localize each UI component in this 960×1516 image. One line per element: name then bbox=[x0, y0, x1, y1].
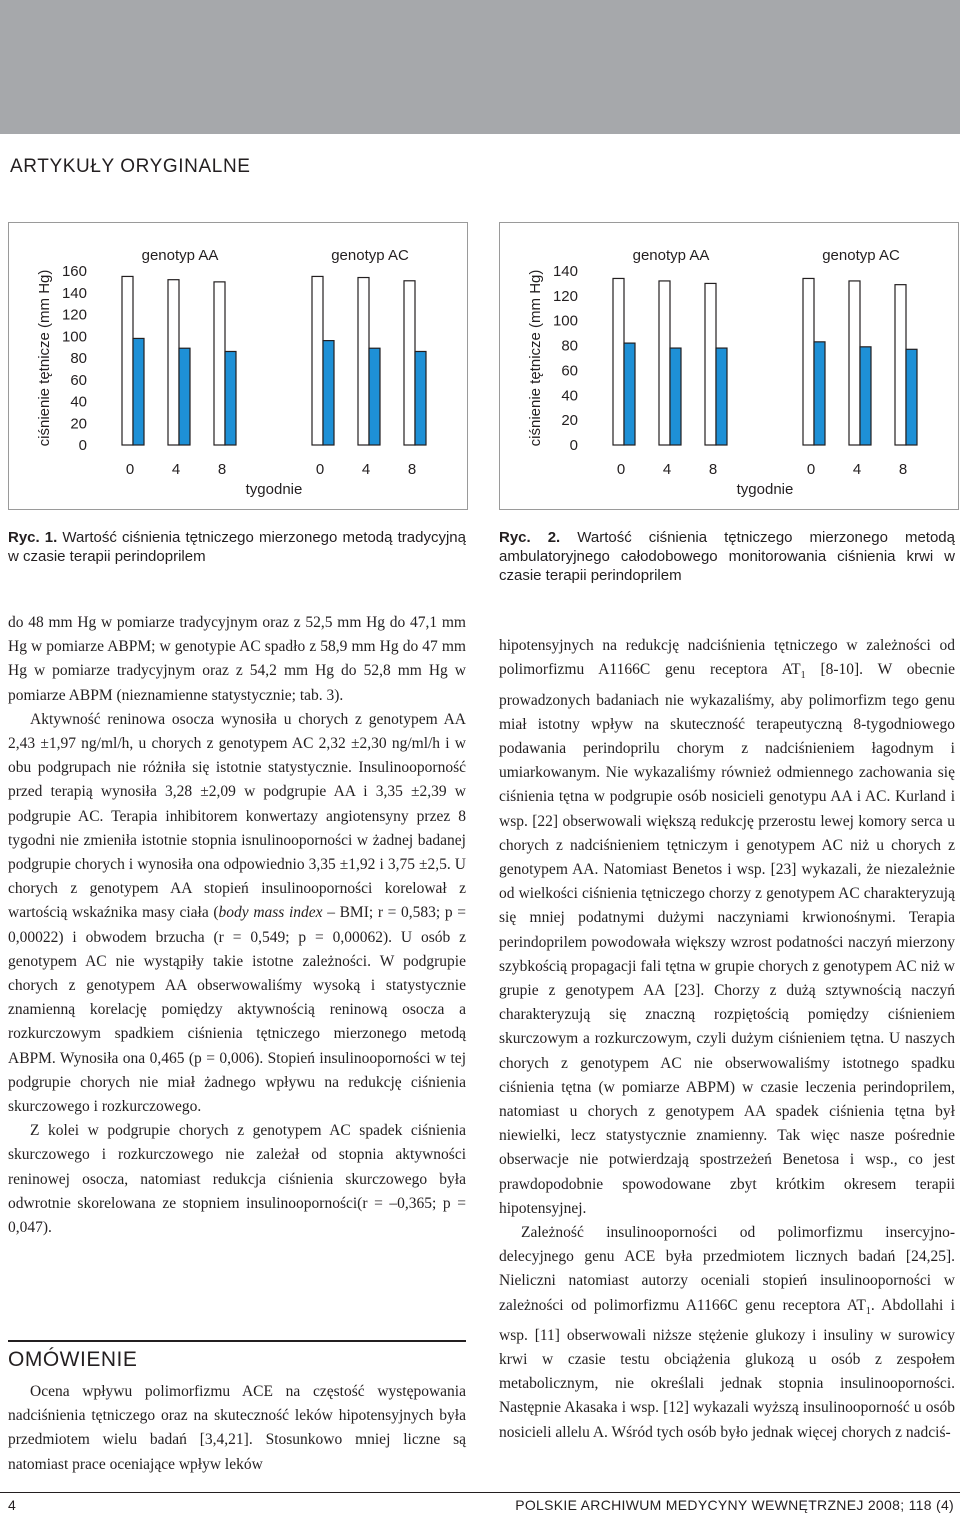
bar-outline bbox=[168, 280, 179, 445]
y-tick-label: 140 bbox=[552, 263, 578, 280]
figure-2-caption bbox=[499, 528, 955, 585]
figure-1-caption-label: Ryc. 1. bbox=[8, 529, 58, 546]
x-tick-label: 0 bbox=[315, 461, 325, 478]
y-tick-label: 60 bbox=[561, 362, 578, 380]
y-tick-label: 0 bbox=[78, 437, 87, 454]
bar-outline bbox=[659, 281, 670, 445]
bar-outline bbox=[705, 283, 716, 445]
bar-filled bbox=[906, 349, 917, 445]
x-tick-label: 0 bbox=[806, 461, 816, 478]
y-tick-label: 0 bbox=[569, 437, 578, 454]
paragraph-text: hipotensyjnych na redukcję nadciśnienia tętniczego w zależności od polimorfizmu A1166C genu receptora AT bbox=[499, 637, 955, 679]
journal-title: POLSKIE ARCHIWUM MEDYCYNY WEWNĘTRZNEJ 2008; 118 (4) bbox=[515, 1497, 954, 1513]
page-number: 4 bbox=[8, 1497, 16, 1513]
paragraph-italic: body mass index bbox=[218, 904, 323, 922]
bar-outline bbox=[895, 285, 906, 445]
header-gray-band bbox=[0, 0, 960, 134]
x-tick-label: 8 bbox=[217, 461, 227, 478]
y-tick-label: 20 bbox=[561, 412, 578, 430]
y-tick-label: 20 bbox=[70, 415, 87, 433]
bar-outline bbox=[849, 281, 860, 445]
x-axis-label: tygodnie bbox=[245, 481, 303, 498]
section-header: ARTYKUŁY ORYGINALNE bbox=[10, 156, 251, 177]
bar-filled bbox=[415, 351, 426, 445]
discussion-column bbox=[8, 1380, 466, 1477]
bar-filled bbox=[225, 351, 236, 445]
bar-filled bbox=[624, 343, 635, 445]
paragraph-text: Zależność insulinooporności od polimorfizmu insercyjno-delecyjnego genu ACE była przedmiotem licznych badań [24,25]. Nieliczni natomiast autorzy oceniali stopień insulinooporności w zależności od polimorfizmu A1166C genu receptora AT bbox=[499, 1223, 955, 1314]
y-tick-label: 120 bbox=[61, 306, 87, 324]
x-tick-label: 0 bbox=[616, 461, 626, 478]
paragraph bbox=[499, 1221, 955, 1445]
y-tick-label: 40 bbox=[561, 387, 578, 405]
y-axis-label: ciśnienie tętnicze (mm Hg) bbox=[36, 269, 53, 447]
bar-filled bbox=[179, 348, 190, 445]
bar-outline bbox=[312, 276, 323, 445]
y-axis-label: ciśnienie tętnicze (mm Hg) bbox=[527, 269, 544, 447]
bar-filled bbox=[133, 338, 144, 445]
x-axis-label: tygodnie bbox=[736, 481, 794, 498]
bar-outline bbox=[613, 278, 624, 445]
figure-1-caption bbox=[8, 528, 466, 566]
paragraph: Ocena wpływu polimorfizmu ACE na częstość występowania nadciśnienia tętniczego oraz na skuteczność leków hipotensyjnych była przedmiotem wielu badań [3,4,21]. Stosunkowo mniej liczne są natomiast prace oceniające wpływ leków bbox=[8, 1383, 466, 1473]
x-tick-label: 4 bbox=[361, 461, 371, 478]
x-tick-label: 4 bbox=[171, 461, 181, 478]
left-column bbox=[8, 611, 466, 1240]
x-tick-label: 4 bbox=[852, 461, 862, 478]
x-tick-label: 8 bbox=[708, 461, 718, 478]
bar-filled bbox=[716, 348, 727, 445]
y-tick-label: 140 bbox=[61, 284, 87, 302]
y-tick-label: 80 bbox=[70, 350, 87, 367]
y-tick-label: 120 bbox=[552, 287, 578, 305]
paragraph bbox=[499, 634, 955, 1221]
figure-2-svg bbox=[500, 223, 958, 509]
bar-outline bbox=[358, 278, 369, 445]
right-column bbox=[499, 634, 955, 1445]
figure-1-chart bbox=[8, 222, 468, 510]
bar-filled bbox=[323, 341, 334, 445]
group-label: genotyp AA bbox=[632, 247, 710, 264]
subscript: 1 bbox=[865, 1305, 871, 1317]
group-label: genotyp AC bbox=[822, 247, 900, 264]
discussion-heading: OMÓWIENIE bbox=[8, 1348, 138, 1371]
paragraph-text: [8-10]. W obecnie prowadzonych badaniach nie wykazaliśmy, aby polimorfizm tego genu miał istotny wpływ na skuteczność terapeutyczną 8-tygodniowego podawania perindoprilu chorym z nadciśnieniem łagodnym i umiarkowanym. Nie wykazaliśmy również odmiennego zachowania się ciśnienia tętna w podgrupie osób nosicieli genotypu AA i AC. Kurland i wsp. [22] obserwowali większą redukcję przerostu lewej komory serca u chorych z nadciśnieniem tętniczym i genotypem AC niż u chorych z genotypem AA. Natomiast Benetos i wsp. [23] wykazali, że niezależnie od wielkości ciśnienia tętniczego chorzy z genotypem AC charakteryzują się mniej podatnymi dużymi naczyniami krwionośnymi. Terapia perindoprilem powodowała większy wzrost podatności naczyń mierzony szybkością propagacji fali tętna w grupie chorych z genotypem AC niż w grupie z genotypem AA [23]. Chorzy z dużą sztywnością naczyń charakteryzują się znaczną rozpiętością pomiędzy ciśnieniem skurczowym a rozkurczowym, czyli dużym ciśnieniem tętna. U naszych chorych z genotypem AC nie obserwowaliśmy istotnego spadku ciśnienia tętna (w pomiarze ABPM) w czasie leczenia perindoprilem, natomiast u chorych z genotypem AA spadek ciśnienia tętna był niewielki, lecz statystycznie znamienny. Tak więc nasze pośrednie obserwacje nie potwierdzają spostrzeżeń Benetosa i wsp., co jest prawdopodobnie spowodowane zbyt krótkim okresem terapii hipotensyjnej. bbox=[499, 661, 956, 1217]
x-tick-label: 4 bbox=[662, 461, 672, 478]
figure-2-caption-label: Ryc. 2. bbox=[499, 529, 561, 546]
y-tick-label: 100 bbox=[61, 328, 87, 346]
paragraph-text: . Abdollahi i wsp. [11] obserwowali niższe stężenie glukozy i insuliny w surowicy krwi w czasie testu obciążenia glukozą u osób z zespołem metabolicznym, nie określali jednak stopnia insulinooporności. Następnie Akasaka i wsp. [12] wykazali wyższą insulinooporność u osób nosicieli allelu A. Wśród tych osób było jednak więcej chorych z nadciś- bbox=[499, 1296, 955, 1441]
paragraph-text: – BMI; r = 0,583; p = 0,00022) i obwodem brzucha (r = 0,549; p = 0,00062). U osób z genotypem AC nie wystąpiły takie istotne zależności. W podgrupie chorych z genotypem AA obserwowaliśmy wysoką i statystycznie znamienną korelację pomiędzy aktywnością reninową osocza a rozkurczowym spadkiem ciśnienia tętniczego mierzonego metodą ABPM. Wynosiła ona 0,465 (p = 0,006). Stopień insulinooporności w tej podgrupie chorych nie miał żadnego wpływu na redukcję ciśnienia skurczowego i rozkurczowego. bbox=[8, 904, 466, 1116]
y-tick-label: 160 bbox=[61, 263, 87, 280]
x-tick-label: 8 bbox=[407, 461, 417, 478]
paragraph: Z kolei w podgrupie chorych z genotypem AC spadek ciśnienia skurczowego i rozkurczowego nie zależał od stopnia aktywności reninowej osocza, natomiast redukcja ciśnienia skurczowego była odwrotnie skorelowana ze stopniem insulinooporności(r = –0,365; p = 0,047). bbox=[8, 1122, 466, 1237]
x-tick-label: 0 bbox=[125, 461, 135, 478]
section-divider bbox=[8, 1340, 466, 1342]
bar-outline bbox=[214, 282, 225, 445]
group-label: genotyp AA bbox=[141, 247, 219, 264]
bar-outline bbox=[803, 278, 814, 445]
x-tick-label: 8 bbox=[898, 461, 908, 478]
figure-1-caption-text: Wartość ciśnienia tętniczego mierzonego metodą tradycyjną w czasie terapii perindoprilem bbox=[8, 529, 466, 565]
bar-filled bbox=[670, 348, 681, 445]
bar-outline bbox=[404, 281, 415, 445]
bar-filled bbox=[369, 348, 380, 445]
group-label: genotyp AC bbox=[331, 247, 409, 264]
y-tick-label: 60 bbox=[70, 371, 87, 389]
y-tick-label: 40 bbox=[70, 393, 87, 411]
figure-1-svg bbox=[9, 223, 467, 509]
figure-2-caption-text: Wartość ciśnienia tętniczego mierzonego metodą ambulatoryjnego całodobowego monitorowania ciśnienia krwi w czasie terapii perindoprilem bbox=[499, 529, 955, 584]
bar-filled bbox=[860, 347, 871, 445]
bar-filled bbox=[814, 342, 825, 445]
subscript: 1 bbox=[800, 670, 806, 682]
paragraph-text: Aktywność reninowa osocza wynosiła u chorych z genotypem AA 2,43 ±1,97 ng/ml/h, u chorych z genotypem AC 2,32 ±2,30 ng/ml/h i w obu podgrupach nie różniła się istotnie statystycznie. Insulinooporność przed terapią wynosiła 3,28 ±2,09 w podgrupie AA i 3,35 ±2,39 w podgrupie AC. Terapia inhibitorem konwertazy angiotensyny przez 8 tygodni nie zmieniła istotnie stopnia isnulinooporności w żadnej badanej podgrupie chorych i wynosiła ona odpowiednio 3,35 ±1,92 i 3,75 ±2,5. U chorych z genotypem AA stopień insulinooporności korelował z wartością wskaźnika masy ciała ( bbox=[8, 710, 466, 922]
y-tick-label: 100 bbox=[552, 312, 578, 330]
paragraph: do 48 mm Hg w pomiarze tradycyjnym oraz z 52,5 mm Hg do 47,1 mm Hg w pomiarze ABPM; w genotypie AC spadło z 58,9 mm Hg do 47 mm Hg w pomiarze tradycyjnym oraz z 54,2 mm Hg do 52,8 mm Hg w pomiarze ABPM (nieznamienne statystycznie; tab. 3). bbox=[8, 614, 466, 704]
figure-2-chart bbox=[499, 222, 959, 510]
y-tick-label: 80 bbox=[561, 337, 578, 355]
paragraph bbox=[8, 708, 466, 1119]
bar-outline bbox=[122, 276, 133, 445]
footer-divider bbox=[0, 1492, 960, 1493]
